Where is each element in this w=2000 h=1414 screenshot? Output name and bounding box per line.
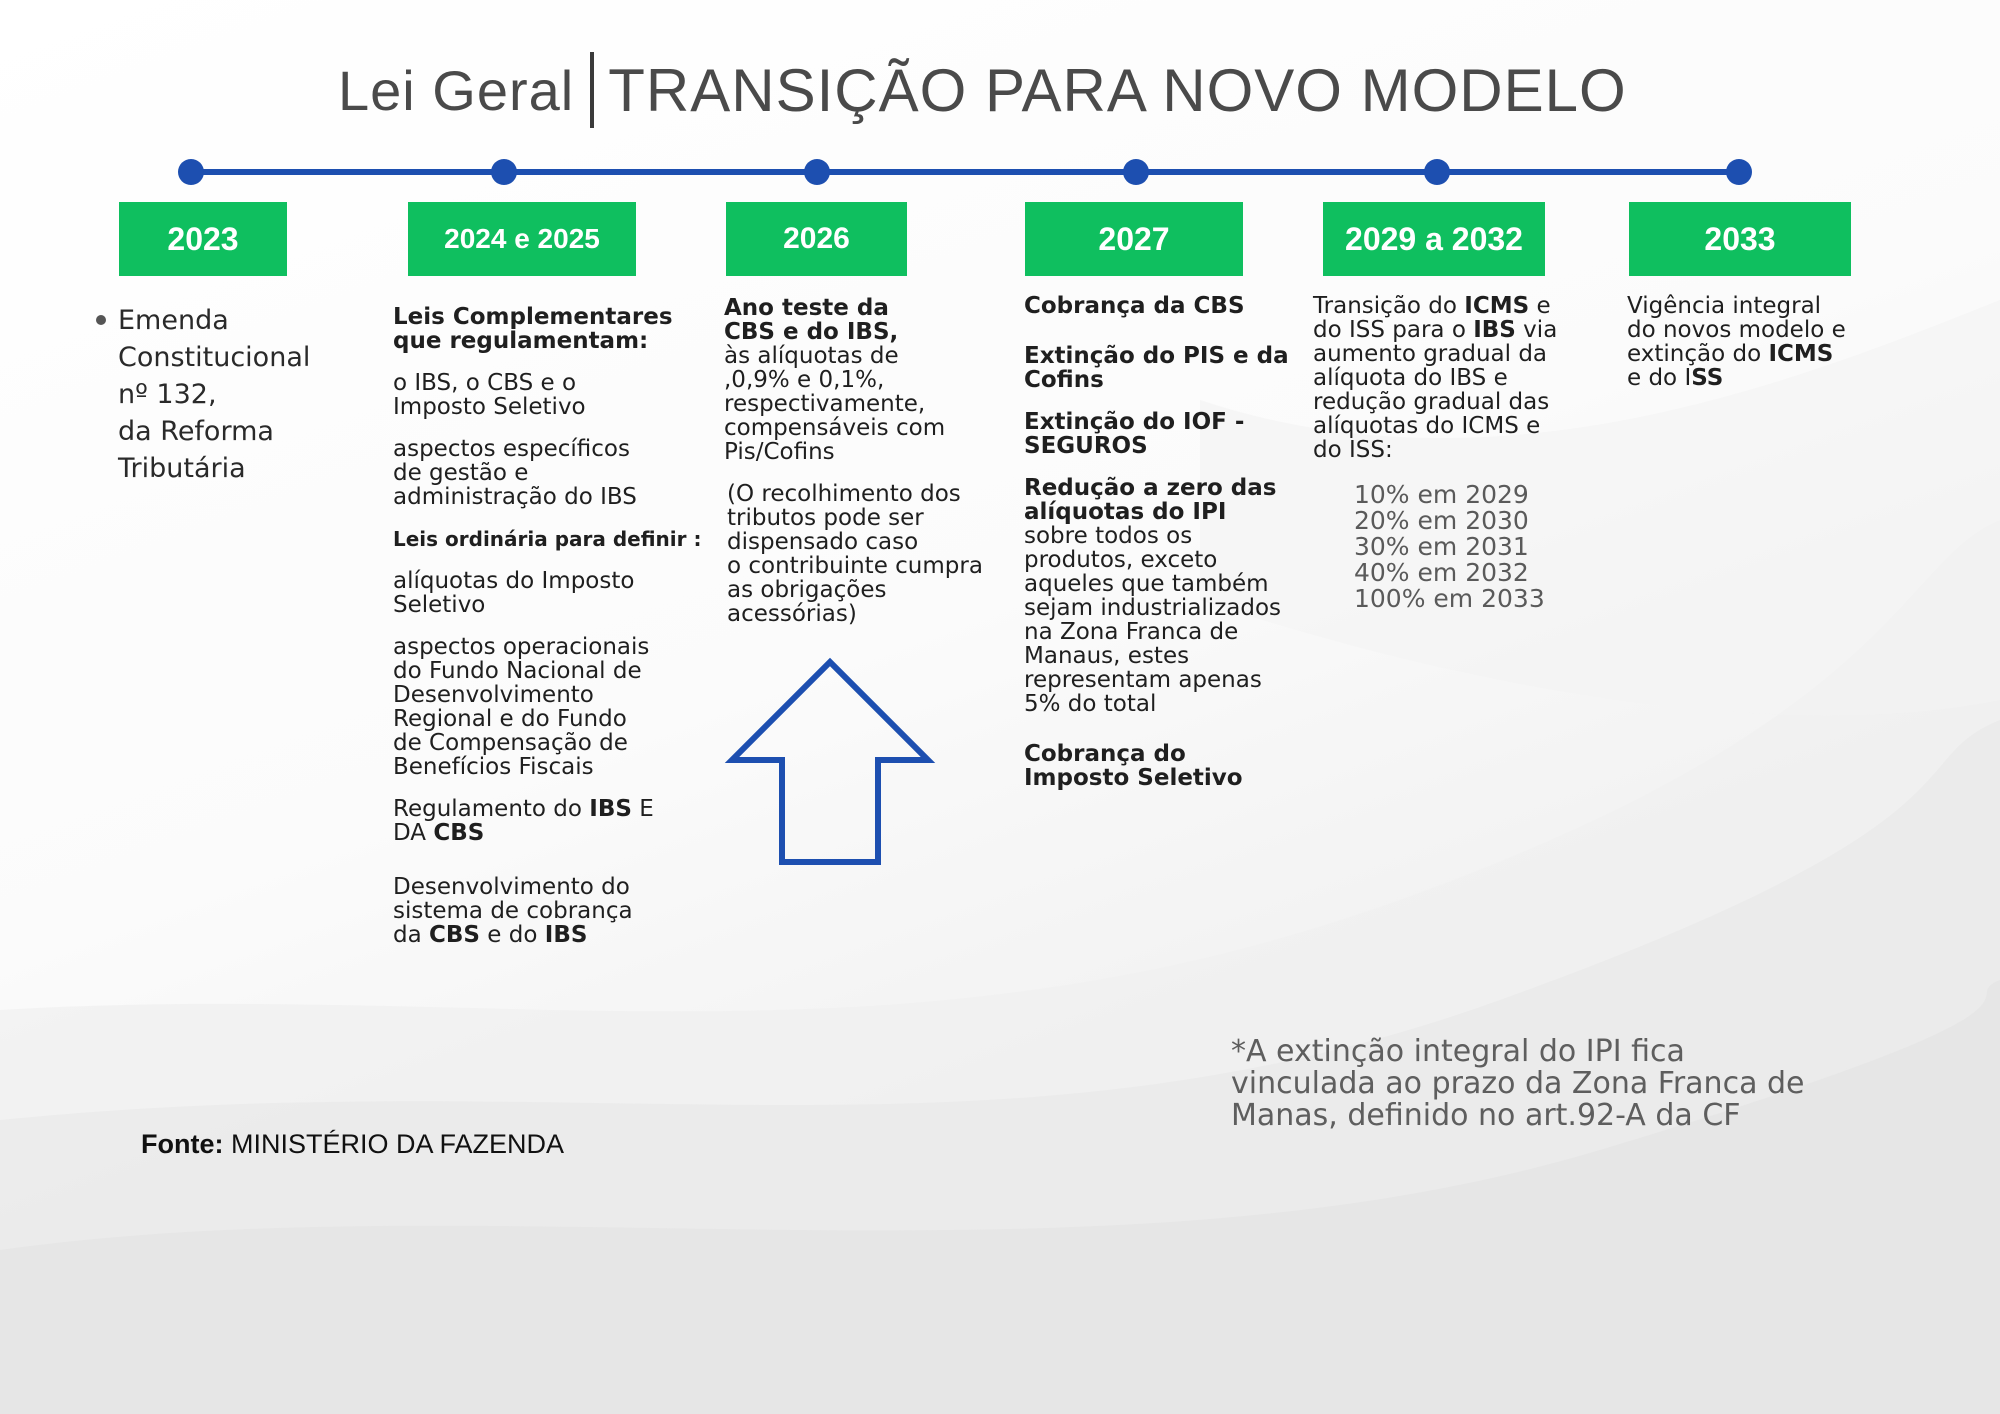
item: alíquotas do Imposto: [393, 568, 635, 594]
text: [1313, 318, 1557, 342]
heading: alíquotas do IPI: [1024, 499, 1227, 525]
item: de Compensação de: [393, 730, 628, 756]
footnote-line: *A extinção integral do IPI fica: [1231, 1034, 1685, 1069]
item: administração do IBS: [393, 484, 637, 510]
percentage-item: 30% em 2031: [1354, 532, 1529, 561]
text: respectivamente,: [724, 391, 926, 417]
heading: Ano teste da: [724, 295, 889, 321]
item: [393, 797, 701, 821]
emenda-line: Emenda: [118, 305, 229, 336]
text: alíquotas do ICMS e: [1313, 413, 1541, 439]
text: 5% do total: [1024, 691, 1157, 717]
text: CBS: [429, 922, 480, 948]
heading: SEGUROS: [1024, 433, 1148, 459]
heading: Leis ordinária para definir :: [393, 527, 702, 551]
text: representam apenas: [1024, 667, 1262, 693]
text: e do: [480, 922, 545, 948]
heading: Imposto Seletivo: [1024, 765, 1243, 791]
text: extinção do: [1627, 341, 1769, 367]
text: aumento gradual da: [1313, 341, 1548, 367]
emenda-line: nº 132,: [118, 379, 217, 410]
bullet-icon: [96, 315, 106, 325]
heading: que regulamentam:: [393, 328, 649, 354]
text: CBS: [433, 820, 485, 846]
percentage-item: 20% em 2030: [1354, 506, 1529, 535]
text: alíquota do IBS e: [1313, 365, 1508, 391]
item: do Fundo Nacional de: [393, 658, 642, 684]
text: do novos modelo e: [1627, 317, 1846, 343]
text: [1627, 366, 1846, 390]
text: as obrigações: [727, 577, 887, 603]
footnote: [1231, 1036, 1971, 1132]
text: acessórias): [727, 601, 857, 627]
text: [1627, 342, 1846, 366]
text: ,0,9% e 0,1%,: [724, 367, 885, 393]
title-main: TRANSIÇÃO PARA NOVO MODELO: [608, 56, 1627, 124]
text: Pis/Cofins: [724, 439, 835, 465]
source-value: MINISTÉRIO DA FAZENDA: [223, 1129, 565, 1159]
item: o IBS, o CBS e o: [393, 370, 577, 396]
source-label: Fonte:: [141, 1129, 224, 1159]
text: do ISS para o: [1313, 317, 1474, 343]
text: dispensado caso: [727, 529, 919, 555]
source-credit: [141, 1129, 564, 1160]
text: compensáveis com: [724, 415, 946, 441]
timeline-node-2033: [1726, 159, 1752, 185]
footnote-line: Manas, definido no art.92-A da CF: [1231, 1098, 1741, 1133]
text: ICMS: [1768, 341, 1834, 367]
item: Seletivo: [393, 592, 486, 618]
item: de gestão e: [393, 460, 529, 486]
col-2033-text: [1627, 294, 1846, 390]
heading: Cobrança da CBS: [1024, 293, 1245, 319]
item: aspectos específicos: [393, 436, 630, 462]
text: aqueles que também: [1024, 571, 1269, 597]
item: [393, 821, 701, 845]
text: na Zona Franca de: [1024, 619, 1239, 645]
year-box-2026: 2026: [726, 202, 907, 276]
text: DA: [393, 820, 434, 846]
text: Regulamento do: [393, 796, 590, 822]
heading: Redução a zero das: [1024, 475, 1277, 501]
footnote-line: vinculada ao prazo da Zona Franca de: [1231, 1066, 1805, 1101]
heading: CBS e do IBS,: [724, 319, 899, 345]
text: e: [1529, 293, 1551, 319]
timeline-node-2024: [491, 159, 517, 185]
text: do ISS:: [1313, 437, 1393, 463]
emenda-line: Tributária: [118, 453, 246, 484]
timeline-node-2027: [1123, 159, 1149, 185]
text: Vigência integral: [1627, 293, 1822, 319]
percentage-item: 40% em 2032: [1354, 558, 1529, 587]
year-box-2023: 2023: [119, 202, 287, 276]
emenda-line: da Reforma: [118, 416, 274, 447]
item: Desenvolvimento: [393, 682, 594, 708]
col-2024-text: [393, 305, 701, 947]
item: Benefícios Fiscais: [393, 754, 594, 780]
year-box-2033: 2033: [1629, 202, 1851, 276]
text: ICMS: [1464, 293, 1530, 319]
text: às alíquotas de: [724, 343, 899, 369]
text: sobre todos os: [1024, 523, 1193, 549]
item: Desenvolvimento do: [393, 874, 630, 900]
percentage-list: [1354, 482, 1545, 612]
text: Manaus, estes: [1024, 643, 1190, 669]
col-2023-text: [96, 302, 310, 487]
item: Regional e do Fundo: [393, 706, 627, 732]
text: e do I: [1627, 365, 1692, 391]
heading: Cobrança do: [1024, 741, 1186, 767]
col-2027-text: [1024, 294, 1289, 790]
text: SS: [1691, 365, 1724, 391]
timeline-node-2023: [178, 159, 204, 185]
col-2029-text: [1313, 294, 1557, 462]
heading: Cofins: [1024, 367, 1104, 393]
item: Imposto Seletivo: [393, 394, 586, 420]
emenda-line: Constitucional: [118, 342, 311, 373]
text: da: [393, 922, 430, 948]
text: produtos, exceto: [1024, 547, 1218, 573]
heading: Extinção do PIS e da: [1024, 343, 1289, 369]
timeline-node-2026: [804, 159, 830, 185]
text: via: [1515, 317, 1558, 343]
percentage-item: 10% em 2029: [1354, 480, 1529, 509]
item: aspectos operacionais: [393, 634, 650, 660]
text: [1313, 294, 1557, 318]
col-2026-text: [724, 296, 983, 626]
text: o contribuinte cumpra: [727, 553, 983, 579]
up-arrow-icon: [720, 652, 940, 872]
item: [393, 923, 701, 947]
text: E: [631, 796, 654, 822]
text: IBS: [544, 922, 588, 948]
text: (O recolhimento dos: [727, 481, 961, 507]
year-box-2027: 2027: [1025, 202, 1243, 276]
heading: Leis Complementares: [393, 304, 673, 330]
year-box-2029-2032: 2029 a 2032: [1323, 202, 1545, 276]
text: redução gradual das: [1313, 389, 1550, 415]
text: IBS: [589, 796, 632, 822]
year-box-2024-2025: 2024 e 2025: [408, 202, 636, 276]
text: sejam industrializados: [1024, 595, 1282, 621]
timeline-node-2029: [1424, 159, 1450, 185]
percentage-item: 100% em 2033: [1354, 584, 1545, 613]
text: IBS: [1473, 317, 1516, 343]
heading: Extinção do IOF -: [1024, 409, 1245, 435]
text: tributos pode ser: [727, 505, 924, 531]
text: Transição do: [1313, 293, 1465, 319]
title-prefix: Lei Geral: [338, 58, 575, 122]
item: sistema de cobrança: [393, 898, 633, 924]
note: [727, 482, 983, 626]
